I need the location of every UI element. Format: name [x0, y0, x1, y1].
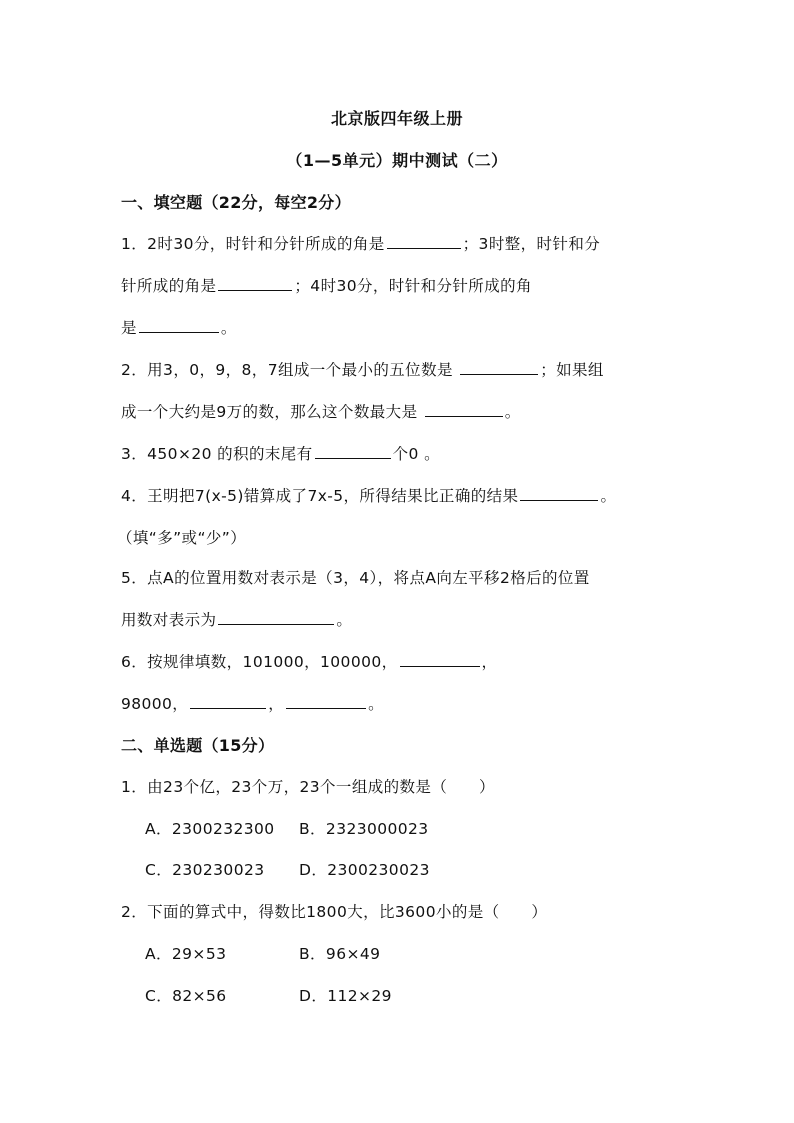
answer-blank[interactable]: [400, 652, 480, 667]
mc-q1-option-c[interactable]: C．230230023: [145, 861, 265, 879]
answer-blank[interactable]: [315, 444, 391, 459]
q5-text-a: 5．点A的位置用数对表示是（3，4），将点A向左平移2格后的位置: [121, 569, 590, 587]
question-6-line-1: [121, 650, 497, 672]
q5-text-c: 。: [336, 611, 353, 629]
q1-text-b: ；3时整，时针和分: [462, 235, 601, 253]
question-2-line-2: [121, 400, 521, 422]
answer-blank[interactable]: [520, 486, 598, 501]
mc-q2-option-b[interactable]: B．96×49: [299, 945, 381, 963]
question-6-line-2: [121, 692, 384, 714]
question-5-line-2: [121, 608, 352, 630]
q6-text-c: 98000，: [121, 695, 189, 713]
answer-blank[interactable]: [460, 360, 538, 375]
mc-q2-option-d[interactable]: D．112×29: [299, 987, 392, 1005]
q1-text-e: 是: [121, 319, 137, 337]
q2-text-a: 2．用3，0，9，8，7组成一个最小的五位数是: [121, 361, 453, 379]
mc-q2-option-a[interactable]: A．29×53: [145, 945, 227, 963]
answer-blank[interactable]: [286, 694, 366, 709]
q2-text-c: 成一个大约是9万的数，那么这个数最大是: [121, 403, 418, 421]
page-subtitle: （1—5单元）期中测试（二）: [286, 151, 508, 170]
question-1-line-2: [121, 274, 532, 296]
q6-text-e: 。: [368, 695, 385, 713]
question-2-line-1: [121, 358, 604, 380]
q1-text-c: 针所成的角是: [121, 277, 217, 295]
mc-question-2-stem: 2．下面的算式中，得数比1800大，比3600小的是（ ）: [121, 903, 548, 921]
mc-q1-option-b[interactable]: B．2323000023: [299, 820, 429, 838]
q6-text-b: ，: [481, 653, 498, 671]
q6-text-d: ，: [268, 695, 285, 713]
answer-blank[interactable]: [218, 276, 292, 291]
answer-blank[interactable]: [218, 610, 334, 625]
q4-text-a: 4．王明把7(x-5)错算成了7x-5，所得结果比正确的结果: [121, 487, 519, 505]
q3-text-b: 个0 。: [392, 445, 440, 463]
q2-text-b: ；如果组: [540, 361, 604, 379]
mc-q1-option-a[interactable]: A．2300232300: [145, 820, 275, 838]
mc-q2-option-c[interactable]: C．82×56: [145, 987, 227, 1005]
q3-text-a: 3．450×20 的积的末尾有: [121, 445, 313, 463]
q1-text-a: 1．2时30分，时针和分针所成的角是: [121, 235, 385, 253]
section-heading-single-choice: 二、单选题（15分）: [121, 736, 275, 755]
q5-text-b: 用数对表示为: [121, 611, 217, 629]
q4-text-c: （填“多”或“少”）: [117, 529, 247, 547]
q6-text-a: 6．按规律填数，101000，100000，: [121, 653, 398, 671]
answer-blank[interactable]: [190, 694, 266, 709]
mc-q1-option-d[interactable]: D．2300230023: [299, 861, 430, 879]
mc-question-1-stem: 1．由23个亿，23个万，23个一组成的数是（ ）: [121, 778, 495, 796]
q1-text-d: ；4时30分，时针和分针所成的角: [294, 277, 532, 295]
question-4-line-2: [117, 526, 246, 548]
section-heading-fill-blank: 一、填空题（22分，每空2分）: [121, 193, 351, 212]
page-title: 北京版四年级上册: [330, 109, 463, 128]
q2-text-d: 。: [504, 403, 521, 421]
answer-blank[interactable]: [425, 402, 503, 417]
question-1-line-1: [121, 232, 600, 254]
q1-text-f: 。: [220, 319, 237, 337]
question-4-line-1: [121, 484, 616, 506]
question-3: [121, 442, 440, 464]
question-5-line-1: [121, 566, 590, 588]
answer-blank[interactable]: [139, 318, 219, 333]
question-1-line-3: [121, 316, 237, 338]
q4-text-b: 。: [600, 487, 617, 505]
answer-blank[interactable]: [387, 234, 461, 249]
